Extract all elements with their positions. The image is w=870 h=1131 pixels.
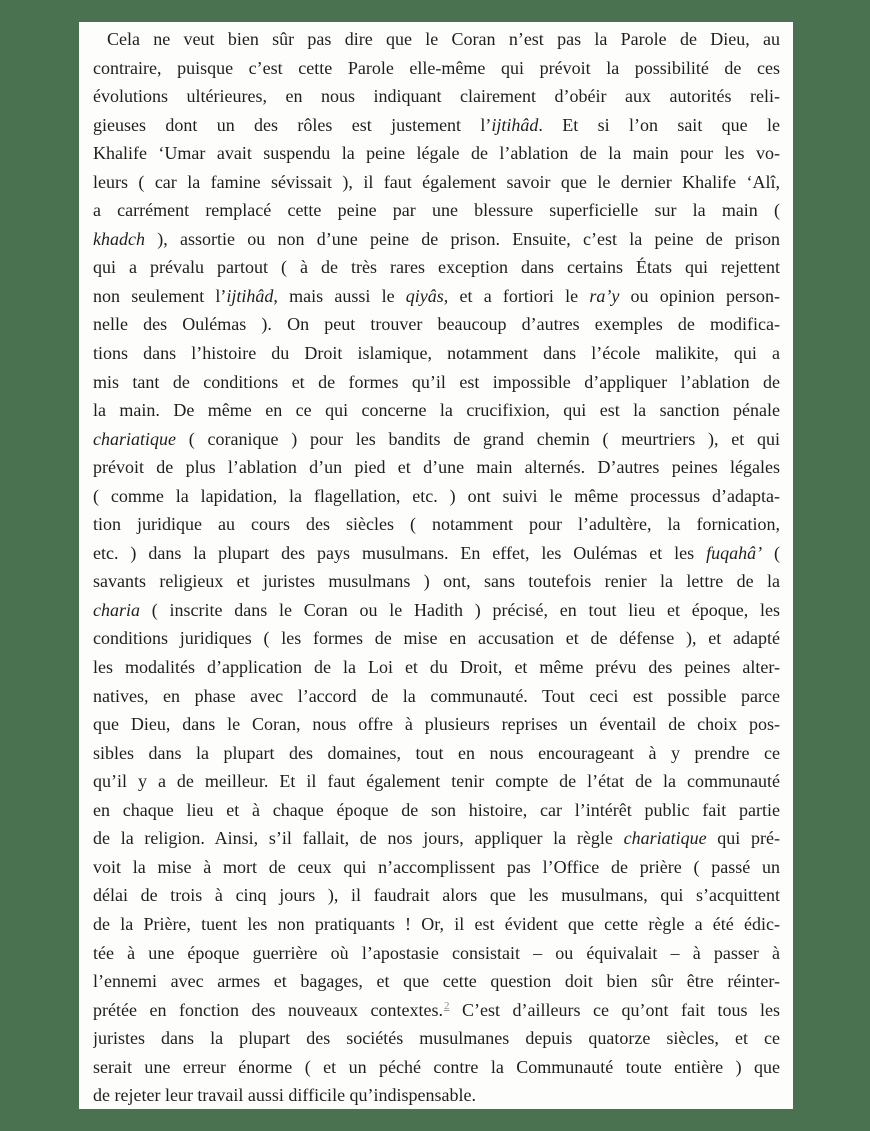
italic-term: chariatique — [623, 828, 707, 849]
text-segment: de la religion. Ainsi, s’il fallait, de nos jours, appliquer la règle — [93, 828, 624, 849]
italic-term: ra’y — [589, 285, 620, 306]
text-segment: ( comme la lapidation, la flagellation, etc. ) ont suivi le même processus d’adapta- — [93, 485, 780, 506]
text-segment: ( coranique ) pour les bandits de grand chemin ( meurtriers ), et qui — [176, 428, 780, 449]
text-line — [93, 682, 780, 711]
text-line — [93, 282, 780, 311]
text-line — [93, 853, 780, 882]
text-line — [93, 54, 780, 83]
text-segment: ( inscrite dans le Coran ou le Hadith ) précisé, en tout lieu et époque, les — [140, 599, 780, 620]
text-line — [93, 767, 780, 796]
text-line — [93, 196, 780, 225]
text-line — [93, 1053, 780, 1082]
text-segment: prévoit de plus l’ablation d’un pied et d’une main alternés. D’autres peines légales — [93, 457, 780, 478]
text-line — [93, 253, 780, 282]
text-line — [93, 624, 780, 653]
text-line — [93, 967, 780, 996]
text-segment: de la Prière, tuent les non pratiquants ! Or, il est évident que cette règle a été édic- — [93, 913, 780, 934]
text-segment: Khalife ‘Umar avait suspendu la peine légale de l’ablation de la main pour les vo- — [93, 143, 780, 164]
text-line — [93, 1024, 780, 1053]
text-line — [93, 539, 780, 568]
text-segment: que Dieu, dans le Coran, nous offre à plusieurs reprises un éventail de choix pos- — [93, 714, 780, 735]
text-segment: voit la mise à mort de ceux qui n’accomplissent pas l’Office de prière ( passé un — [93, 856, 780, 877]
text-line — [93, 168, 780, 197]
text-line — [93, 1081, 780, 1110]
text-segment: natives, en phase avec l’accord de la communauté. Tout ceci est possible parce — [93, 685, 780, 706]
text-segment: qui a prévalu partout ( à de très rares exception dans certains États qui rejettent — [93, 257, 780, 278]
text-segment: juristes dans la plupart des sociétés musulmanes depuis quatorze siècles, et ce — [93, 1028, 780, 1049]
text-line — [93, 453, 780, 482]
text-segment: nelle des Oulémas ). On peut trouver beaucoup d’autres exemples de modifica- — [93, 314, 780, 335]
text-line — [93, 881, 780, 910]
text-segment: Cela ne veut bien sûr pas dire que le Coran n’est pas la Parole de Dieu, au — [107, 29, 780, 49]
text-segment: , mais aussi le — [273, 285, 406, 306]
text-segment: en chaque lieu et à chaque époque de son histoire, car l’intérêt public fait partie — [93, 799, 780, 820]
text-segment: serait une erreur énorme ( et un péché contre la Communauté toute entière ) que — [93, 1056, 780, 1077]
text-segment: évolutions ultérieures, en nous indiquant clairement d’obéir aux autorités reli- — [93, 86, 780, 107]
text-segment: la main. De même en ce qui concerne la crucifixion, qui est la sanction pénale — [93, 400, 780, 421]
italic-term: qiyâs — [405, 285, 444, 306]
text-line — [93, 111, 780, 140]
text-segment: tée à une époque guerrière où l’apostasie consistait – ou équivalait – à passer à — [93, 942, 780, 963]
text-line — [93, 425, 780, 454]
italic-term: charia — [93, 599, 140, 620]
text-segment: leurs ( car la famine sévissait ), il faut également savoir que le dernier Khalife ‘Alî, — [93, 171, 780, 192]
italic-term: chariatique — [93, 428, 176, 449]
text-line — [93, 396, 780, 425]
text-segment: ), assortie ou non d’une peine de prison. Ensuite, c’est la peine de prison — [144, 228, 780, 249]
text-segment: etc. ) dans la plupart des pays musulmans. En effet, les Oulémas et les — [93, 542, 707, 563]
italic-term: fuqahâ’ — [706, 542, 763, 563]
text-segment: . Et si l’on sait que le — [538, 114, 780, 135]
text-segment: tion juridique au cours des siècles ( notamment pour l’adultère, la fornication, — [93, 514, 780, 535]
text-line — [93, 596, 780, 625]
text-segment: , et a fortiori le — [443, 285, 590, 306]
text-line — [93, 653, 780, 682]
text-line — [93, 310, 780, 339]
text-line — [93, 339, 780, 368]
footnote-ref-link[interactable]: 2 — [443, 999, 450, 1012]
text-line — [93, 139, 780, 168]
text-line — [93, 739, 780, 768]
text-segment: ou opinion person- — [619, 285, 780, 306]
text-segment: prétée en fonction des nouveaux contextes. — [93, 999, 443, 1020]
text-segment: délai de trois à cinq jours ), il faudrait alors que les musulmans, qui s’acquittent — [93, 885, 780, 906]
text-line — [93, 824, 780, 853]
text-line — [93, 225, 780, 254]
text-segment: non seulement l’ — [93, 285, 227, 306]
italic-term: ijtihâd — [226, 285, 274, 306]
text-segment: C’est d’ailleurs ce qu’ont fait tous les — [449, 999, 780, 1020]
italic-term: khadch — [93, 228, 145, 249]
text-segment: contraire, puisque c’est cette Parole elle-même qui prévoit la possibilité de ces — [93, 57, 780, 78]
text-segment: tions dans l’histoire du Droit islamique, notamment dans l’école malikite, qui a — [93, 343, 780, 364]
text-line — [93, 996, 780, 1025]
text-segment: l’ennemi avec armes et bagages, et que cette question doit bien sûr être réinter- — [93, 971, 780, 992]
text-line — [93, 710, 780, 739]
text-segment: mis tant de conditions et de formes qu’il est impossible d’appliquer l’ablation de — [93, 371, 780, 392]
text-line — [93, 482, 780, 511]
text-segment: qu’il y a de meilleur. Et il faut également tenir compte de l’état de la communauté — [93, 771, 780, 792]
text-line — [93, 939, 780, 968]
document-page — [79, 22, 793, 1109]
text-line — [93, 25, 780, 54]
text-line — [93, 910, 780, 939]
text-segment: qui pré- — [706, 828, 780, 849]
text-line — [93, 82, 780, 111]
text-segment: conditions juridiques ( les formes de mise en accusation et de défense ), et adapté — [93, 628, 780, 649]
text-line — [93, 510, 780, 539]
text-line — [93, 368, 780, 397]
text-segment: de rejeter leur travail aussi difficile qu’indispensable. — [93, 1085, 477, 1106]
italic-term: ijtihâd — [491, 114, 539, 135]
page-text — [79, 22, 793, 1110]
text-line — [93, 796, 780, 825]
text-segment: gieuses dont un des rôles est justement l’ — [93, 114, 492, 135]
text-segment: ( — [762, 542, 780, 563]
text-segment: les modalités d’application de la Loi et du Droit, et même prévu des peines alter- — [93, 657, 780, 678]
text-segment: savants religieux et juristes musulmans ) ont, sans toutefois renier la lettre de la — [93, 571, 780, 592]
text-segment: sibles dans la plupart des domaines, tout en nous encourageant à y prendre ce — [93, 742, 780, 763]
text-line — [93, 567, 780, 596]
text-segment: a carrément remplacé cette peine par une blessure superficielle sur la main ( — [93, 200, 780, 221]
